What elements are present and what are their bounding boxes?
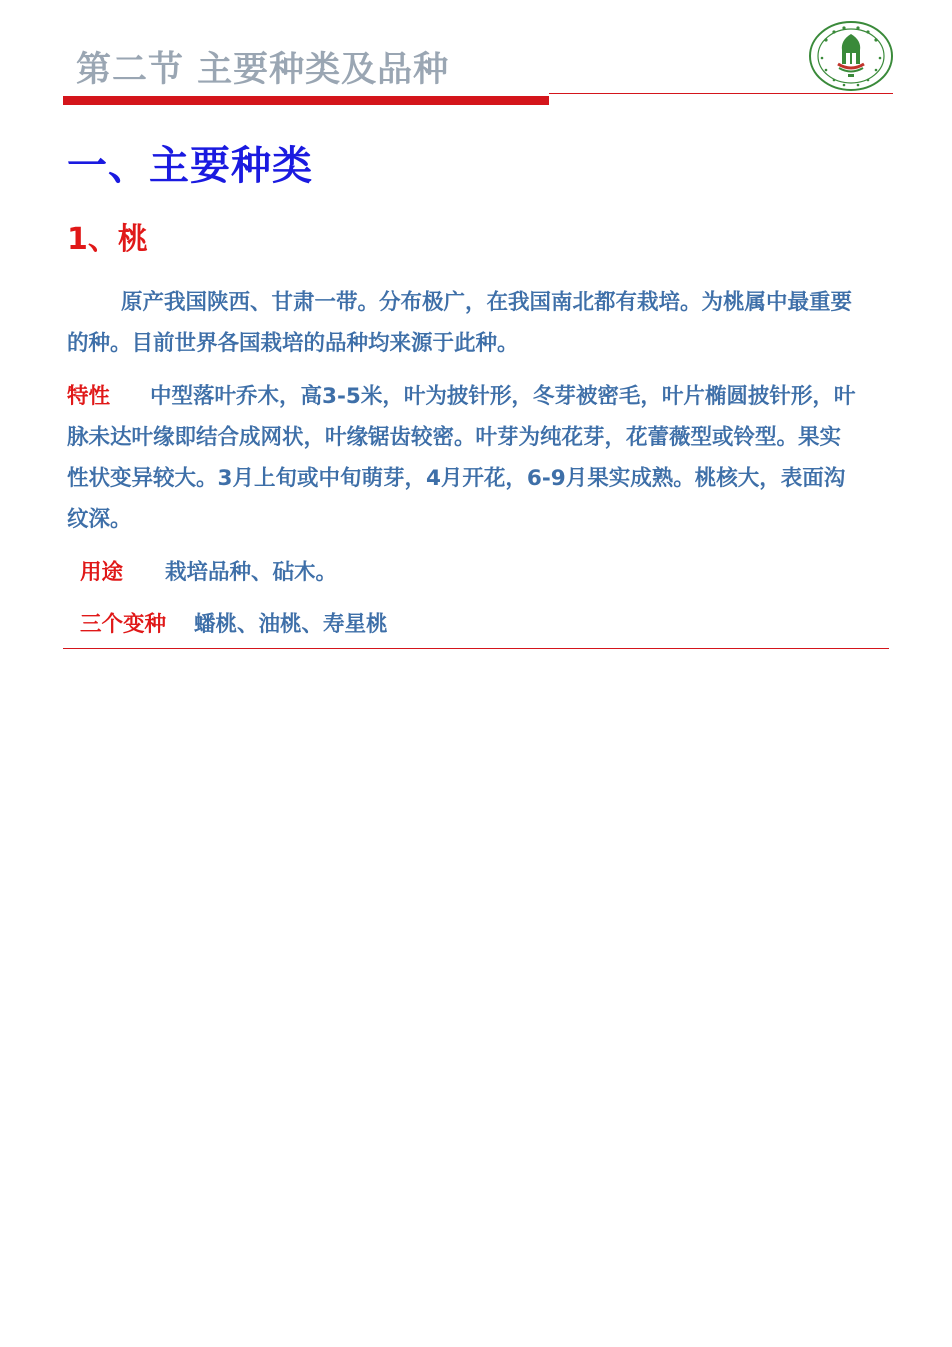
- varieties-label: 三个变种: [80, 612, 167, 637]
- traits-label: 特性: [67, 384, 111, 409]
- varieties-text: 蟠桃、油桃、寿星桃: [194, 612, 388, 637]
- species-intro-paragraph: 原产我国陕西、甘肃一带。分布极广，在我国南北都有栽培。为桃属中最重要的种。目前世界各国栽培的品种均来源于此种。: [67, 290, 853, 356]
- section-heading: 一、主要种类: [67, 143, 313, 189]
- header-rule-line: [549, 93, 893, 94]
- header-accent-bar: [63, 96, 549, 105]
- header-title: 第二节 主要种类及品种: [76, 50, 450, 90]
- species-traits-paragraph: [67, 376, 857, 540]
- university-emblem-icon: [808, 20, 894, 92]
- use-text: 栽培品种、砧木。: [165, 560, 338, 585]
- species-heading: 1、桃: [67, 222, 148, 257]
- species-use-line: [80, 556, 337, 590]
- species-varieties-line: [80, 608, 388, 642]
- section-divider: [63, 648, 889, 649]
- traits-text: 中型落叶乔木，高3-5米，叶为披针形，冬芽被密毛，叶片椭圆披针形，叶脉未达叶缘即结合成网状，叶缘锯齿较密。叶芽为纯花芽，花蕾薇型或铃型。果实性状变异较大。3月上旬或中旬萌芽，4月开花，6-9月果实成熟。桃核大，表面沟纹深。: [67, 384, 856, 532]
- use-label: 用途: [80, 560, 124, 585]
